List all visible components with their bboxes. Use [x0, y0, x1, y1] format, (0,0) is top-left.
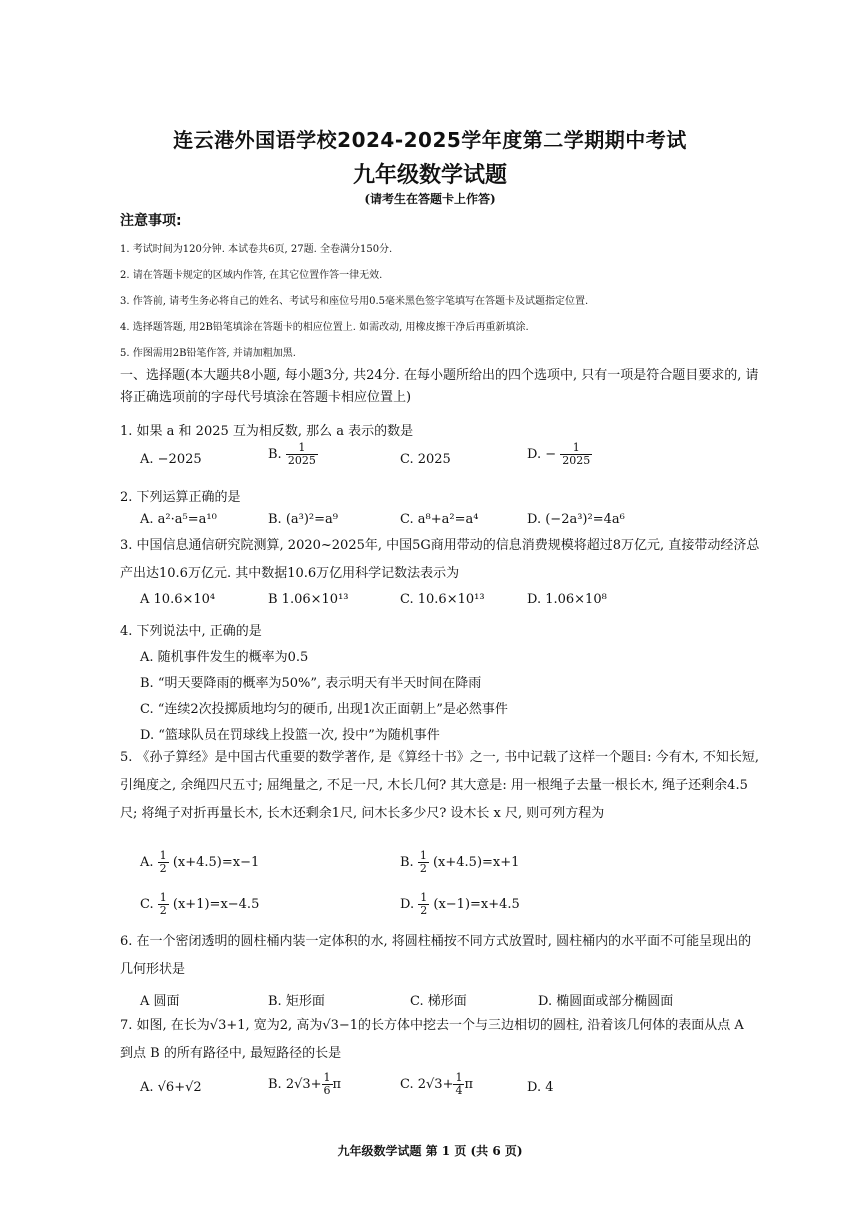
notice-item: 2. 请在答题卡规定的区域内作答, 在其它位置作答一律无效.: [120, 270, 383, 281]
q4-option-b: B. “明天要降雨的概率为50%”, 表示明天有半天时间在降雨: [140, 676, 482, 691]
notice-item: 1. 考试时间为120分钟. 本试卷共6页, 27题. 全卷满分150分.: [120, 244, 393, 255]
fraction: $\frac{1}{2}$: [419, 849, 427, 876]
q1-option-d: D. − $\frac{1}{2025}$: [527, 441, 591, 468]
q3-option-c: C. 10.6×10¹³: [400, 592, 485, 607]
q4-option-a: A. 随机事件发生的概率为0.5: [140, 650, 309, 665]
q5-option-a: A. $\frac{1}{2}$ (x+4.5)=x−1: [140, 849, 260, 876]
question-1-stem: 1. 如果 a 和 2025 互为相反数, 那么 a 表示的数是: [120, 424, 414, 439]
question-7-stem: 7. 如图, 在长为√3+1, 宽为2, 高为√3−1的长方体中挖去一个与三边相切的圆柱, 沿着该几何体的表面从点 A 到点 B 的所有路径中, 最短路径的长是: [120, 1018, 744, 1061]
q4-option-d: D. “篮球队员在罚球线上投篮一次, 投中”为随机事件: [140, 728, 440, 743]
q2-option-c: C. a⁸+a²=a⁴: [400, 512, 479, 527]
notice-title: 注意事项:: [120, 213, 182, 229]
page-footer: 九年级数学试题 第 1 页 (共 6 页): [337, 1144, 523, 1158]
fraction: $\frac{1}{2}$: [159, 849, 167, 876]
q2-option-d: D. (−2a³)²=4a⁶: [527, 512, 625, 527]
fraction: $\frac{1}{2}$: [159, 891, 167, 918]
q3-option-a: A 10.6×10⁴: [140, 592, 216, 607]
fraction: $\frac{1}{2}$: [420, 891, 428, 918]
q6-option-d: D. 椭圆面或部分椭圆面: [538, 994, 674, 1009]
exam-title: 连云港外国语学校2024-2025学年度第二学期期中考试: [173, 128, 687, 152]
question-5-stem: 5. 《孙子算经》是中国古代重要的数学著作, 是《算经十书》之一, 书中记载了这样一个题目: 今有木, 不知长短, 引绳度之, 余绳四尺五寸; 屈绳量之, 不足一尺, 木长几何? 其大意是: 用一根绳子去量一根长木, 绳子还剩余4.5尺; 将绳子对折再量长木, 长木还剩余1尺, 问木长多少尺? 设木长 x 尺, 则可列方程为: [120, 750, 759, 821]
q7-option-d: D. 4: [527, 1080, 554, 1095]
question-6-stem: 6. 在一个密闭透明的圆柱桶内装一定体积的水, 将圆柱桶按不同方式放置时, 圆柱桶内的水平面不可能呈现出的几何形状是: [120, 934, 752, 977]
fraction: $\frac{1}{6}$: [323, 1071, 331, 1098]
answer-instruction: (请考生在答题卡上作答): [364, 192, 496, 206]
notice-item: 5. 作图需用2B铅笔作答, 并请加粗加黑.: [120, 348, 296, 359]
q4-option-c: C. “连续2次投掷质地均匀的硬币, 出现1次正面朝上”是必然事件: [140, 702, 508, 717]
fraction: $\frac{1}{2025}$: [287, 441, 316, 468]
q2-option-b: B. (a³)²=a⁹: [268, 512, 338, 527]
q7-option-a: A. √6+√2: [140, 1080, 202, 1095]
q1-option-c: C. 2025: [400, 452, 451, 467]
section-heading: 一、选择题(本大题共8小题, 每小题3分, 共24分. 在每小题所给出的四个选项中, 只有一项是符合题目要求的, 请将正确选项前的字母代号填涂在答题卡相应位置上): [120, 368, 759, 405]
q3-option-b: B 1.06×10¹³: [268, 592, 349, 607]
q1-option-a: A. −2025: [140, 452, 202, 467]
notice-item: 4. 选择题答题, 用2B铅笔填涂在答题卡的相应位置上. 如需改动, 用橡皮擦干净后再重新填涂.: [120, 322, 529, 333]
notice-item: 3. 作答前, 请考生务必将自己的姓名、考试号和座位号用0.5毫米黑色签字笔填写在答题卡及试题指定位置.: [120, 296, 589, 307]
q6-option-b: B. 矩形面: [268, 994, 325, 1009]
q5-option-c: C. $\frac{1}{2}$ (x+1)=x−4.5: [140, 891, 260, 918]
question-4-stem: 4. 下列说法中, 正确的是: [120, 624, 262, 639]
q6-option-c: C. 梯形面: [410, 994, 467, 1009]
q7-option-c: C. 2√3+ $\frac{1}{4}$ π: [400, 1071, 474, 1098]
q7-option-b: B. 2√3+ $\frac{1}{6}$ π: [268, 1071, 342, 1098]
question-2-stem: 2. 下列运算正确的是: [120, 490, 241, 505]
fraction: $\frac{1}{4}$: [455, 1071, 463, 1098]
q1-option-b: B. $\frac{1}{2025}$: [268, 441, 316, 468]
q3-option-d: D. 1.06×10⁸: [527, 592, 607, 607]
q5-option-d: D. $\frac{1}{2}$ (x−1)=x+4.5: [400, 891, 520, 918]
q5-option-b: B. $\frac{1}{2}$ (x+4.5)=x+1: [400, 849, 520, 876]
question-3-stem: 3. 中国信息通信研究院测算, 2020~2025年, 中国5G商用带动的信息消费规模将超过8万亿元, 直接带动经济总产出达10.6万亿元. 其中数据10.6万亿用科学记数法表示为: [120, 538, 760, 581]
fraction: $\frac{1}{2025}$: [562, 441, 591, 468]
subject-title: 九年级数学试题: [352, 163, 507, 188]
q6-option-a: A 圆面: [140, 994, 180, 1009]
q2-option-a: A. a²·a⁵=a¹⁰: [140, 512, 217, 527]
